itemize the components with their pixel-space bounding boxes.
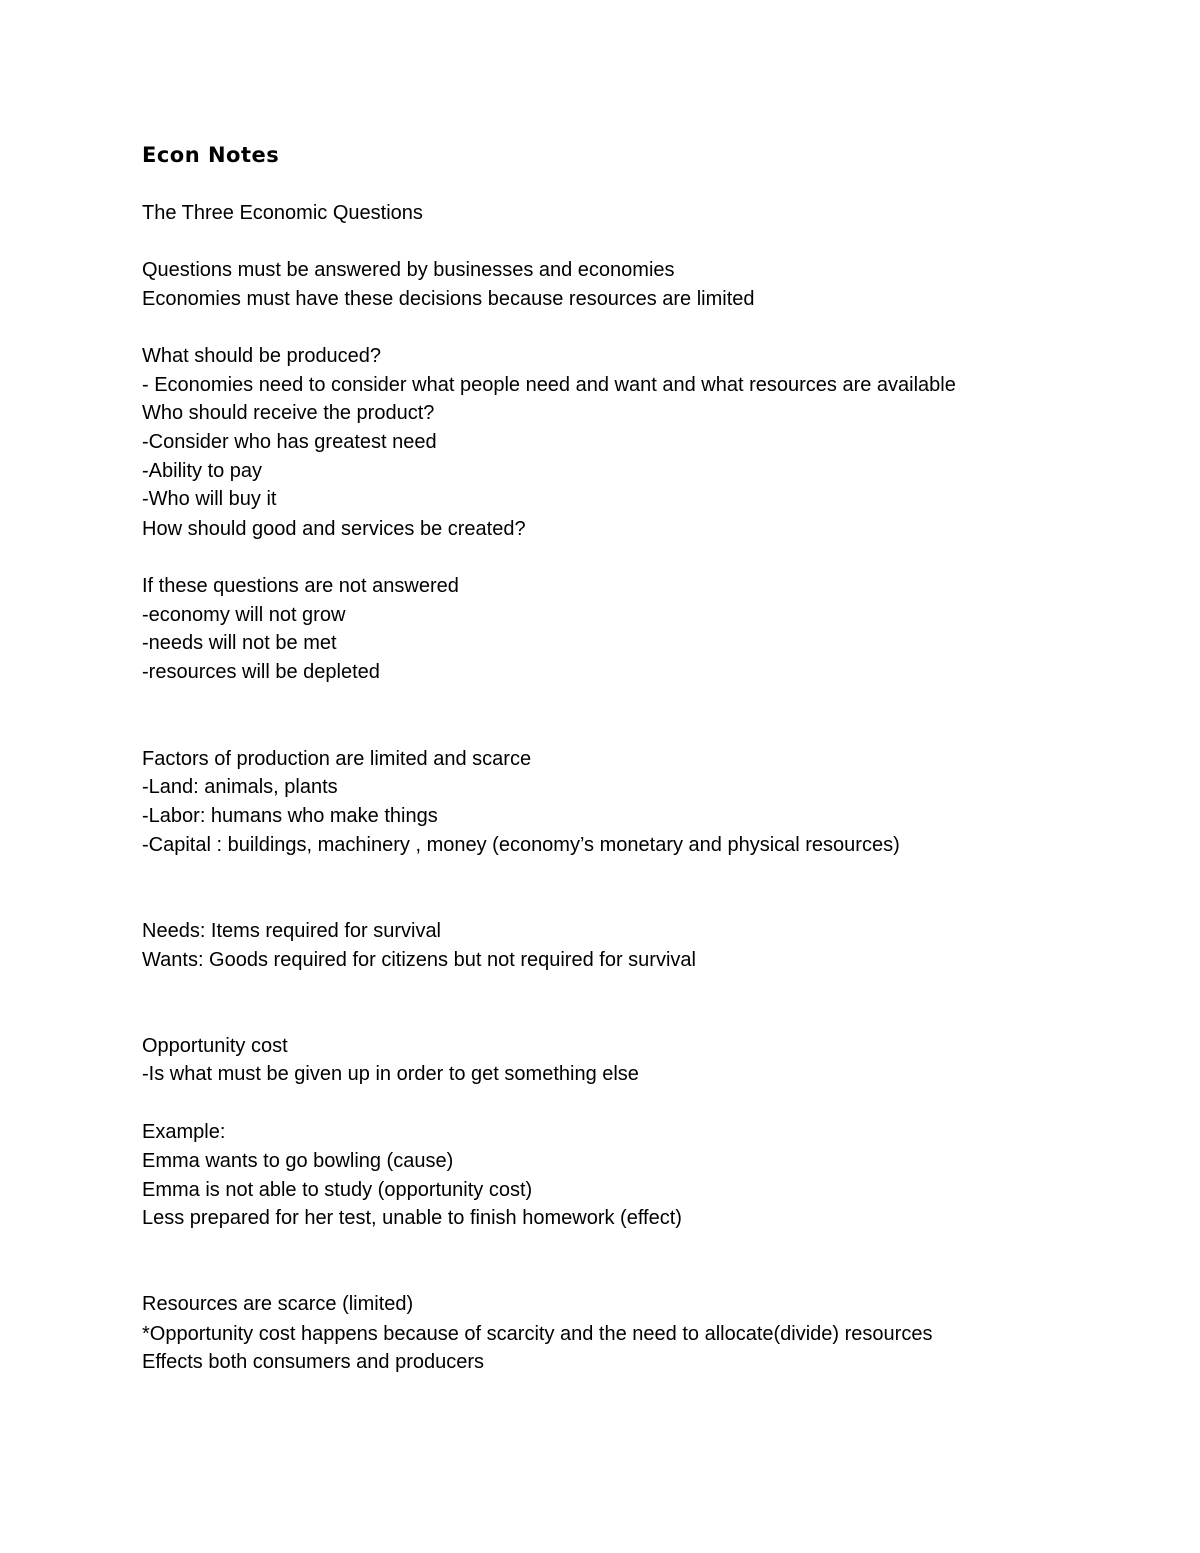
text-line: If these questions are not answered <box>142 575 459 597</box>
text-line: Less prepared for her test, unable to finish homework (effect) <box>142 1207 682 1229</box>
text-line: -Is what must be given up in order to get something else <box>142 1063 639 1085</box>
text-line: -economy will not grow <box>142 604 346 626</box>
text-line: -Consider who has greatest need <box>142 431 437 453</box>
text-line: Resources are scarce (limited) <box>142 1293 414 1315</box>
text-line: Factors of production are limited and scarce <box>142 748 532 770</box>
text-line: Example: <box>142 1121 226 1143</box>
text-line: Wants: Goods required for citizens but not required for survival <box>142 949 696 971</box>
text-line: How should good and services be created? <box>142 518 526 540</box>
text-line: -Land: animals, plants <box>142 776 338 798</box>
text-line: Who should receive the product? <box>142 402 435 424</box>
text-line: Emma is not able to study (opportunity cost) <box>142 1179 533 1201</box>
text-line: Effects both consumers and producers <box>142 1351 485 1373</box>
text-line: - Economies need to consider what people need and want and what resources are available <box>142 374 956 396</box>
text-line: Opportunity cost <box>142 1035 288 1057</box>
text-line: -Capital : buildings, machinery , money (economy’s monetary and physical resources) <box>142 834 900 856</box>
text-line: -Who will buy it <box>142 488 277 510</box>
text-line: -Labor: humans who make things <box>142 805 438 827</box>
text-line: *Opportunity cost happens because of scarcity and the need to allocate(divide) resources <box>142 1323 933 1345</box>
text-line: Questions must be answered by businesses and economies <box>142 259 675 281</box>
text-line: -needs will not be met <box>142 632 337 654</box>
text-line: Needs: Items required for survival <box>142 920 442 942</box>
text-line: What should be produced? <box>142 345 382 367</box>
text-line: -Ability to pay <box>142 460 263 482</box>
section-heading-three-questions: The Three Economic Questions <box>142 202 423 224</box>
text-line: Economies must have these decisions because resources are limited <box>142 288 755 310</box>
text-line: Emma wants to go bowling (cause) <box>142 1150 454 1172</box>
text-line: -resources will be depleted <box>142 661 380 683</box>
document-title: Econ Notes <box>142 143 280 167</box>
